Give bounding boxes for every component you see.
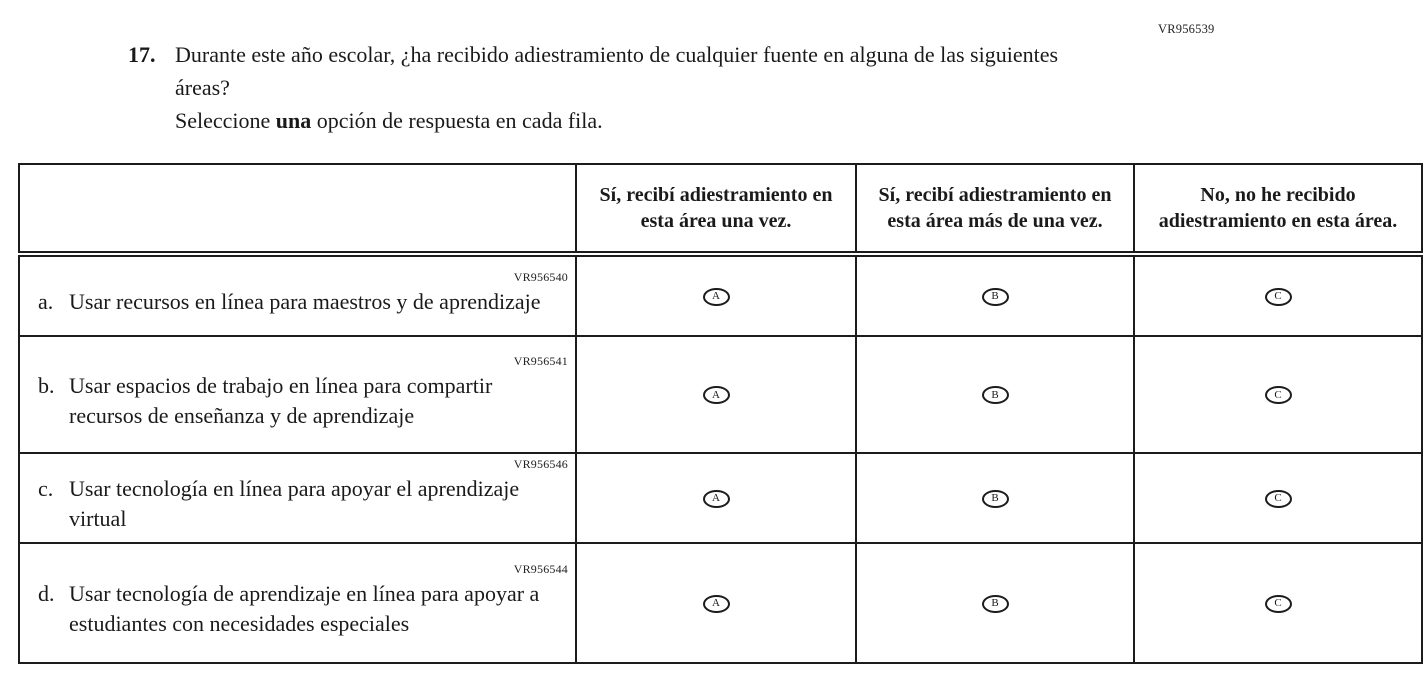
instruction-bold: una xyxy=(275,108,312,133)
option-bubble-c[interactable] xyxy=(1265,386,1292,404)
option-cell xyxy=(576,543,856,663)
option-cell xyxy=(1134,543,1422,663)
table-row-c xyxy=(19,453,1422,543)
option-letter: A xyxy=(712,388,720,401)
option-bubble-b[interactable] xyxy=(982,288,1009,306)
table-row-d xyxy=(19,543,1422,663)
item-letter: c. xyxy=(38,476,54,501)
table-row-b xyxy=(19,336,1422,453)
option-cell xyxy=(856,453,1134,543)
item-text: Usar tecnología en línea para apoyar el aprendizaje virtual xyxy=(69,476,520,531)
option-cell xyxy=(1134,453,1422,543)
header-yes-more-than-once: Sí, recibí adiestramiento en esta área más de una vez. xyxy=(856,164,1134,254)
response-matrix-table xyxy=(18,163,1423,664)
question-vr-code: VR956539 xyxy=(1158,22,1215,36)
option-letter: A xyxy=(712,597,720,610)
option-letter: B xyxy=(991,290,999,303)
option-letter: C xyxy=(1274,597,1282,610)
option-cell xyxy=(856,254,1134,336)
item-vr-code: VR956546 xyxy=(513,457,568,471)
instruction-pre: Seleccione xyxy=(175,108,276,133)
option-bubble-a[interactable] xyxy=(703,490,730,508)
option-bubble-b[interactable] xyxy=(982,490,1009,508)
option-cell xyxy=(576,336,856,453)
option-letter: C xyxy=(1274,492,1282,505)
option-bubble-b[interactable] xyxy=(982,595,1009,613)
question-block xyxy=(128,38,1100,104)
option-bubble-b[interactable] xyxy=(982,386,1009,404)
item-vr-code: VR956541 xyxy=(513,353,568,368)
option-cell xyxy=(576,453,856,543)
option-bubble-a[interactable] xyxy=(703,386,730,404)
option-letter: C xyxy=(1274,388,1282,401)
item-vr-code: VR956544 xyxy=(513,562,568,576)
option-cell xyxy=(856,543,1134,663)
item-cell-a xyxy=(19,254,576,336)
option-bubble-c[interactable] xyxy=(1265,288,1292,306)
option-cell xyxy=(856,336,1134,453)
option-bubble-c[interactable] xyxy=(1265,595,1292,613)
header-empty xyxy=(19,164,576,254)
option-letter: A xyxy=(712,492,720,505)
option-bubble-a[interactable] xyxy=(703,595,730,613)
option-cell xyxy=(1134,254,1422,336)
header-yes-once: Sí, recibí adiestramiento en esta área una vez. xyxy=(576,164,856,254)
option-bubble-c[interactable] xyxy=(1265,490,1292,508)
option-bubble-a[interactable] xyxy=(703,288,730,306)
item-letter: a. xyxy=(38,289,54,314)
question-instruction xyxy=(175,106,603,136)
item-text: Usar tecnología de aprendizaje en línea para apoyar a estudiantes con necesidades especiales xyxy=(69,581,540,636)
item-cell-d xyxy=(19,543,576,663)
option-letter: B xyxy=(991,597,999,610)
question-number: 17. xyxy=(128,42,156,67)
item-vr-code: VR956540 xyxy=(513,270,568,284)
item-cell-b xyxy=(19,336,576,453)
option-letter: C xyxy=(1274,290,1282,303)
item-letter: d. xyxy=(38,581,55,606)
item-text: Usar recursos en línea para maestros y de aprendizaje xyxy=(69,289,541,314)
option-cell xyxy=(1134,336,1422,453)
option-letter: B xyxy=(991,492,999,505)
option-letter: A xyxy=(712,290,720,303)
instruction-post: opción de respuesta en cada fila. xyxy=(311,108,603,133)
option-letter: B xyxy=(991,388,999,401)
item-text: Usar espacios de trabajo en línea para compartir recursos de enseñanza y de aprendizaje xyxy=(69,372,493,428)
option-cell xyxy=(576,254,856,336)
header-no-training: No, no he recibido adiestramiento en esta área. xyxy=(1134,164,1422,254)
header-row xyxy=(19,164,1422,254)
question-text: Durante este año escolar, ¿ha recibido adiestramiento de cualquier fuente en alguna de las siguientes áreas? xyxy=(175,42,1059,100)
table-row-a xyxy=(19,254,1422,336)
item-letter: b. xyxy=(38,372,55,398)
item-cell-c xyxy=(19,453,576,543)
